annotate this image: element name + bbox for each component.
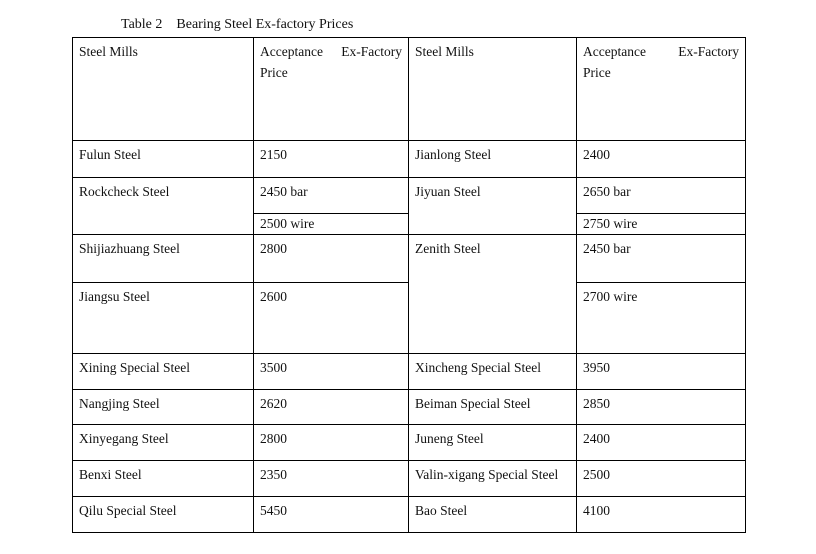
mill-price-bar: 2450 bar	[577, 235, 746, 283]
mill-name: Fulun Steel	[73, 141, 254, 178]
header-price-right-line1: Acceptance Ex-Factory	[583, 44, 739, 59]
table-row	[73, 141, 746, 178]
mill-price: 5450	[254, 497, 409, 533]
header-price-right	[577, 38, 746, 141]
mill-price: 2500	[577, 461, 746, 497]
table-row	[73, 461, 746, 497]
mill-name: Beiman Special Steel	[409, 390, 577, 425]
header-steel-mills-left: Steel Mills	[73, 38, 254, 141]
table-row	[73, 178, 746, 214]
header-price-left	[254, 38, 409, 141]
mill-price: 2600	[254, 283, 409, 354]
table-caption: Table 2 Bearing Steel Ex-factory Prices	[121, 17, 354, 32]
table-row	[73, 390, 746, 425]
mill-name: Xincheng Special Steel	[409, 354, 577, 390]
header-steel-mills-right: Steel Mills	[409, 38, 577, 141]
mill-price-wire: 2500 wire	[254, 214, 409, 235]
mill-name: Shijiazhuang Steel	[73, 235, 254, 283]
mill-name: Bao Steel	[409, 497, 577, 533]
mill-name: Nangjing Steel	[73, 390, 254, 425]
mill-price: 3950	[577, 354, 746, 390]
mill-price: 2350	[254, 461, 409, 497]
table-row	[73, 497, 746, 533]
mill-name: Jiangsu Steel	[73, 283, 254, 354]
mill-price-wire: 2750 wire	[577, 214, 746, 235]
mill-price: 3500	[254, 354, 409, 390]
mill-name: Benxi Steel	[73, 461, 254, 497]
mill-name: Zenith Steel	[409, 235, 577, 354]
mill-price: 2400	[577, 425, 746, 461]
price-table	[72, 37, 746, 533]
header-price-right-line2: Price	[583, 65, 611, 80]
mill-price-wire: 2700 wire	[577, 283, 746, 354]
mill-name: Valin-xigang Special Steel	[409, 461, 577, 497]
table-row	[73, 354, 746, 390]
mill-price: 4100	[577, 497, 746, 533]
mill-price-bar: 2650 bar	[577, 178, 746, 214]
mill-name: Qilu Special Steel	[73, 497, 254, 533]
mill-price: 2800	[254, 235, 409, 283]
mill-name: Jianlong Steel	[409, 141, 577, 178]
mill-name: Juneng Steel	[409, 425, 577, 461]
mill-price: 2150	[254, 141, 409, 178]
table-row	[73, 235, 746, 283]
table-row	[73, 425, 746, 461]
mill-name: Jiyuan Steel	[409, 178, 577, 235]
mill-name: Xinyegang Steel	[73, 425, 254, 461]
mill-price-bar: 2450 bar	[254, 178, 409, 214]
header-row	[73, 38, 746, 141]
mill-price: 2800	[254, 425, 409, 461]
mill-name: Rockcheck Steel	[73, 178, 254, 235]
header-price-left-line2: Price	[260, 65, 288, 80]
mill-price: 2850	[577, 390, 746, 425]
mill-price: 2620	[254, 390, 409, 425]
mill-price: 2400	[577, 141, 746, 178]
mill-name: Xining Special Steel	[73, 354, 254, 390]
header-price-left-line1: Acceptance Ex-Factory	[260, 44, 402, 59]
